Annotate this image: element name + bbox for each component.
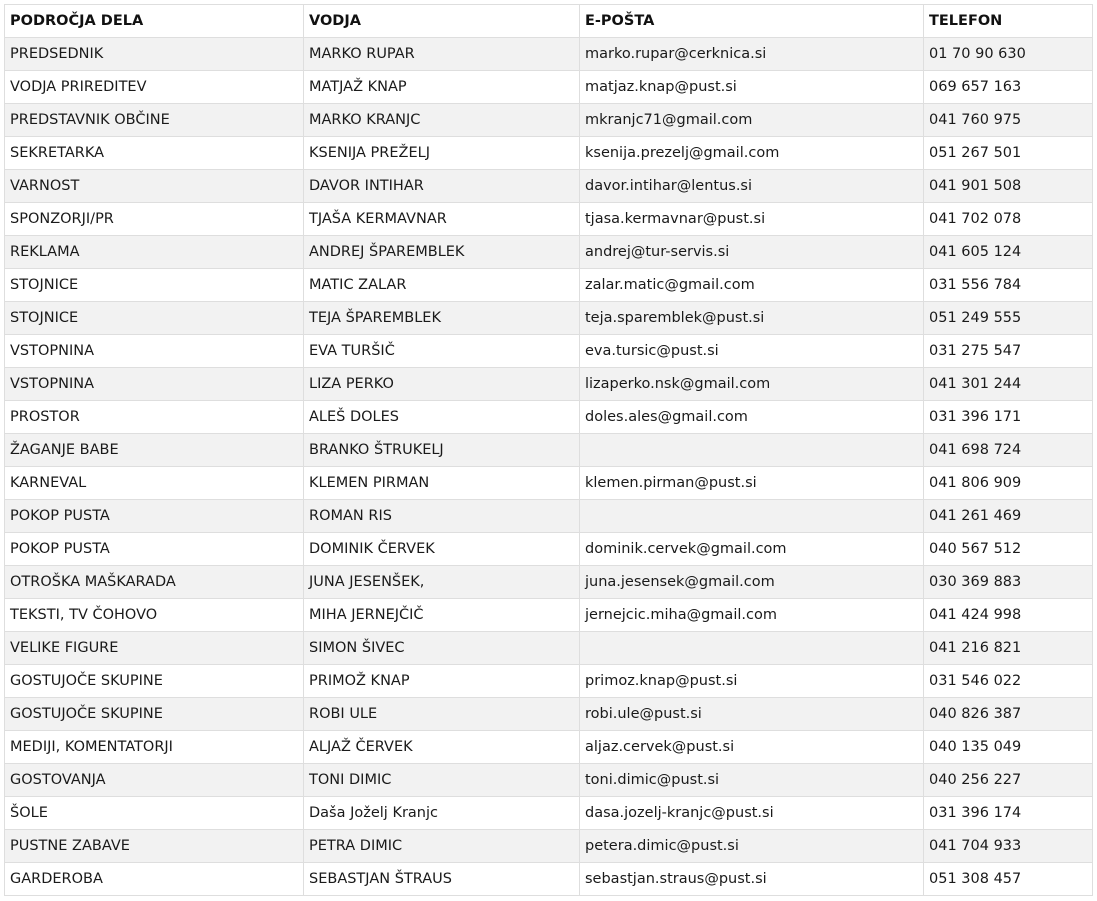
leader-cell: KLEMEN PIRMAN (304, 467, 580, 500)
phone-cell: 030 369 883 (924, 566, 1093, 599)
area-cell: SEKRETARKA (5, 137, 304, 170)
phone-cell: 041 424 998 (924, 599, 1093, 632)
table-row (5, 368, 1093, 401)
table-row (5, 599, 1093, 632)
email-cell: juna.jesensek@gmail.com (580, 566, 924, 599)
phone-cell: 041 301 244 (924, 368, 1093, 401)
email-cell: primoz.knap@pust.si (580, 665, 924, 698)
leader-cell: ROBI ULE (304, 698, 580, 731)
phone-cell: 01 70 90 630 (924, 38, 1093, 71)
area-cell: PROSTOR (5, 401, 304, 434)
leader-cell: MARKO KRANJC (304, 104, 580, 137)
area-cell: STOJNICE (5, 269, 304, 302)
table-row (5, 698, 1093, 731)
leader-cell: ANDREJ ŠPAREMBLEK (304, 236, 580, 269)
area-cell: STOJNICE (5, 302, 304, 335)
phone-cell: 040 826 387 (924, 698, 1093, 731)
phone-cell: 040 135 049 (924, 731, 1093, 764)
table-row (5, 269, 1093, 302)
header-area: PODROČJA DELA (5, 5, 304, 38)
phone-cell: 069 657 163 (924, 71, 1093, 104)
phone-cell: 041 261 469 (924, 500, 1093, 533)
phone-cell: 031 275 547 (924, 335, 1093, 368)
table-header (5, 5, 1093, 38)
leader-cell: MARKO RUPAR (304, 38, 580, 71)
table-row (5, 533, 1093, 566)
leader-cell: JUNA JESENŠEK, (304, 566, 580, 599)
area-cell: MEDIJI, KOMENTATORJI (5, 731, 304, 764)
area-cell: KARNEVAL (5, 467, 304, 500)
area-cell: GOSTUJOČE SKUPINE (5, 698, 304, 731)
header-row (5, 5, 1093, 38)
email-cell: doles.ales@gmail.com (580, 401, 924, 434)
email-cell: ksenija.prezelj@gmail.com (580, 137, 924, 170)
table-row (5, 764, 1093, 797)
table-row (5, 830, 1093, 863)
email-cell: mkranjc71@gmail.com (580, 104, 924, 137)
leader-cell: ALEŠ DOLES (304, 401, 580, 434)
leader-cell: DAVOR INTIHAR (304, 170, 580, 203)
leader-cell: LIZA PERKO (304, 368, 580, 401)
leader-cell: TEJA ŠPAREMBLEK (304, 302, 580, 335)
area-cell: GARDEROBA (5, 863, 304, 896)
area-cell: VELIKE FIGURE (5, 632, 304, 665)
email-cell: dominik.cervek@gmail.com (580, 533, 924, 566)
table-row (5, 71, 1093, 104)
email-cell: aljaz.cervek@pust.si (580, 731, 924, 764)
contacts-table (4, 4, 1093, 896)
table-row (5, 665, 1093, 698)
phone-cell: 041 605 124 (924, 236, 1093, 269)
email-cell: zalar.matic@gmail.com (580, 269, 924, 302)
table-row (5, 302, 1093, 335)
phone-cell: 051 267 501 (924, 137, 1093, 170)
area-cell: PUSTNE ZABAVE (5, 830, 304, 863)
phone-cell: 051 308 457 (924, 863, 1093, 896)
phone-cell: 031 396 171 (924, 401, 1093, 434)
header-email: E-POŠTA (580, 5, 924, 38)
email-cell: teja.sparemblek@pust.si (580, 302, 924, 335)
phone-cell: 041 702 078 (924, 203, 1093, 236)
phone-cell: 031 546 022 (924, 665, 1093, 698)
area-cell: SPONZORJI/PR (5, 203, 304, 236)
phone-cell: 041 806 909 (924, 467, 1093, 500)
area-cell: OTROŠKA MAŠKARADA (5, 566, 304, 599)
table-row (5, 401, 1093, 434)
area-cell: VARNOST (5, 170, 304, 203)
header-leader: VODJA (304, 5, 580, 38)
area-cell: PREDSTAVNIK OBČINE (5, 104, 304, 137)
phone-cell: 041 704 933 (924, 830, 1093, 863)
email-cell (580, 434, 924, 467)
leader-cell: KSENIJA PREŽELJ (304, 137, 580, 170)
email-cell: lizaperko.nsk@gmail.com (580, 368, 924, 401)
area-cell: REKLAMA (5, 236, 304, 269)
email-cell: toni.dimic@pust.si (580, 764, 924, 797)
email-cell: jernejcic.miha@gmail.com (580, 599, 924, 632)
area-cell: POKOP PUSTA (5, 533, 304, 566)
leader-cell: MATJAŽ KNAP (304, 71, 580, 104)
header-phone: TELEFON (924, 5, 1093, 38)
area-cell: GOSTUJOČE SKUPINE (5, 665, 304, 698)
email-cell: klemen.pirman@pust.si (580, 467, 924, 500)
phone-cell: 031 396 174 (924, 797, 1093, 830)
leader-cell: PETRA DIMIC (304, 830, 580, 863)
email-cell: matjaz.knap@pust.si (580, 71, 924, 104)
leader-cell: ROMAN RIS (304, 500, 580, 533)
email-cell: robi.ule@pust.si (580, 698, 924, 731)
contacts-table-container (4, 4, 1093, 896)
leader-cell: TJAŠA KERMAVNAR (304, 203, 580, 236)
phone-cell: 051 249 555 (924, 302, 1093, 335)
area-cell: VSTOPNINA (5, 335, 304, 368)
table-row (5, 731, 1093, 764)
area-cell: PREDSEDNIK (5, 38, 304, 71)
email-cell: davor.intihar@lentus.si (580, 170, 924, 203)
table-row (5, 434, 1093, 467)
leader-cell: SIMON ŠIVEC (304, 632, 580, 665)
phone-cell: 041 901 508 (924, 170, 1093, 203)
area-cell: TEKSTI, TV ČOHOVO (5, 599, 304, 632)
phone-cell: 040 567 512 (924, 533, 1093, 566)
table-row (5, 170, 1093, 203)
table-row (5, 632, 1093, 665)
leader-cell: PRIMOŽ KNAP (304, 665, 580, 698)
phone-cell: 041 760 975 (924, 104, 1093, 137)
email-cell: tjasa.kermavnar@pust.si (580, 203, 924, 236)
leader-cell: DOMINIK ČERVEK (304, 533, 580, 566)
table-row (5, 137, 1093, 170)
area-cell: ŽAGANJE BABE (5, 434, 304, 467)
email-cell: sebastjan.straus@pust.si (580, 863, 924, 896)
table-body (5, 38, 1093, 896)
table-row (5, 38, 1093, 71)
area-cell: POKOP PUSTA (5, 500, 304, 533)
table-row (5, 797, 1093, 830)
table-row (5, 467, 1093, 500)
leader-cell: SEBASTJAN ŠTRAUS (304, 863, 580, 896)
leader-cell: Daša Joželj Kranjc (304, 797, 580, 830)
phone-cell: 041 698 724 (924, 434, 1093, 467)
table-row (5, 566, 1093, 599)
email-cell: petera.dimic@pust.si (580, 830, 924, 863)
leader-cell: ALJAŽ ČERVEK (304, 731, 580, 764)
email-cell: andrej@tur-servis.si (580, 236, 924, 269)
leader-cell: TONI DIMIC (304, 764, 580, 797)
table-row (5, 104, 1093, 137)
table-row (5, 500, 1093, 533)
area-cell: VODJA PRIREDITEV (5, 71, 304, 104)
area-cell: ŠOLE (5, 797, 304, 830)
leader-cell: BRANKO ŠTRUKELJ (304, 434, 580, 467)
phone-cell: 040 256 227 (924, 764, 1093, 797)
leader-cell: MATIC ZALAR (304, 269, 580, 302)
email-cell: dasa.jozelj-kranjc@pust.si (580, 797, 924, 830)
leader-cell: MIHA JERNEJČIČ (304, 599, 580, 632)
table-row (5, 335, 1093, 368)
leader-cell: EVA TURŠIČ (304, 335, 580, 368)
area-cell: GOSTOVANJA (5, 764, 304, 797)
phone-cell: 031 556 784 (924, 269, 1093, 302)
email-cell (580, 632, 924, 665)
table-row (5, 203, 1093, 236)
table-row (5, 863, 1093, 896)
table-row (5, 236, 1093, 269)
email-cell: marko.rupar@cerknica.si (580, 38, 924, 71)
email-cell: eva.tursic@pust.si (580, 335, 924, 368)
email-cell (580, 500, 924, 533)
phone-cell: 041 216 821 (924, 632, 1093, 665)
area-cell: VSTOPNINA (5, 368, 304, 401)
